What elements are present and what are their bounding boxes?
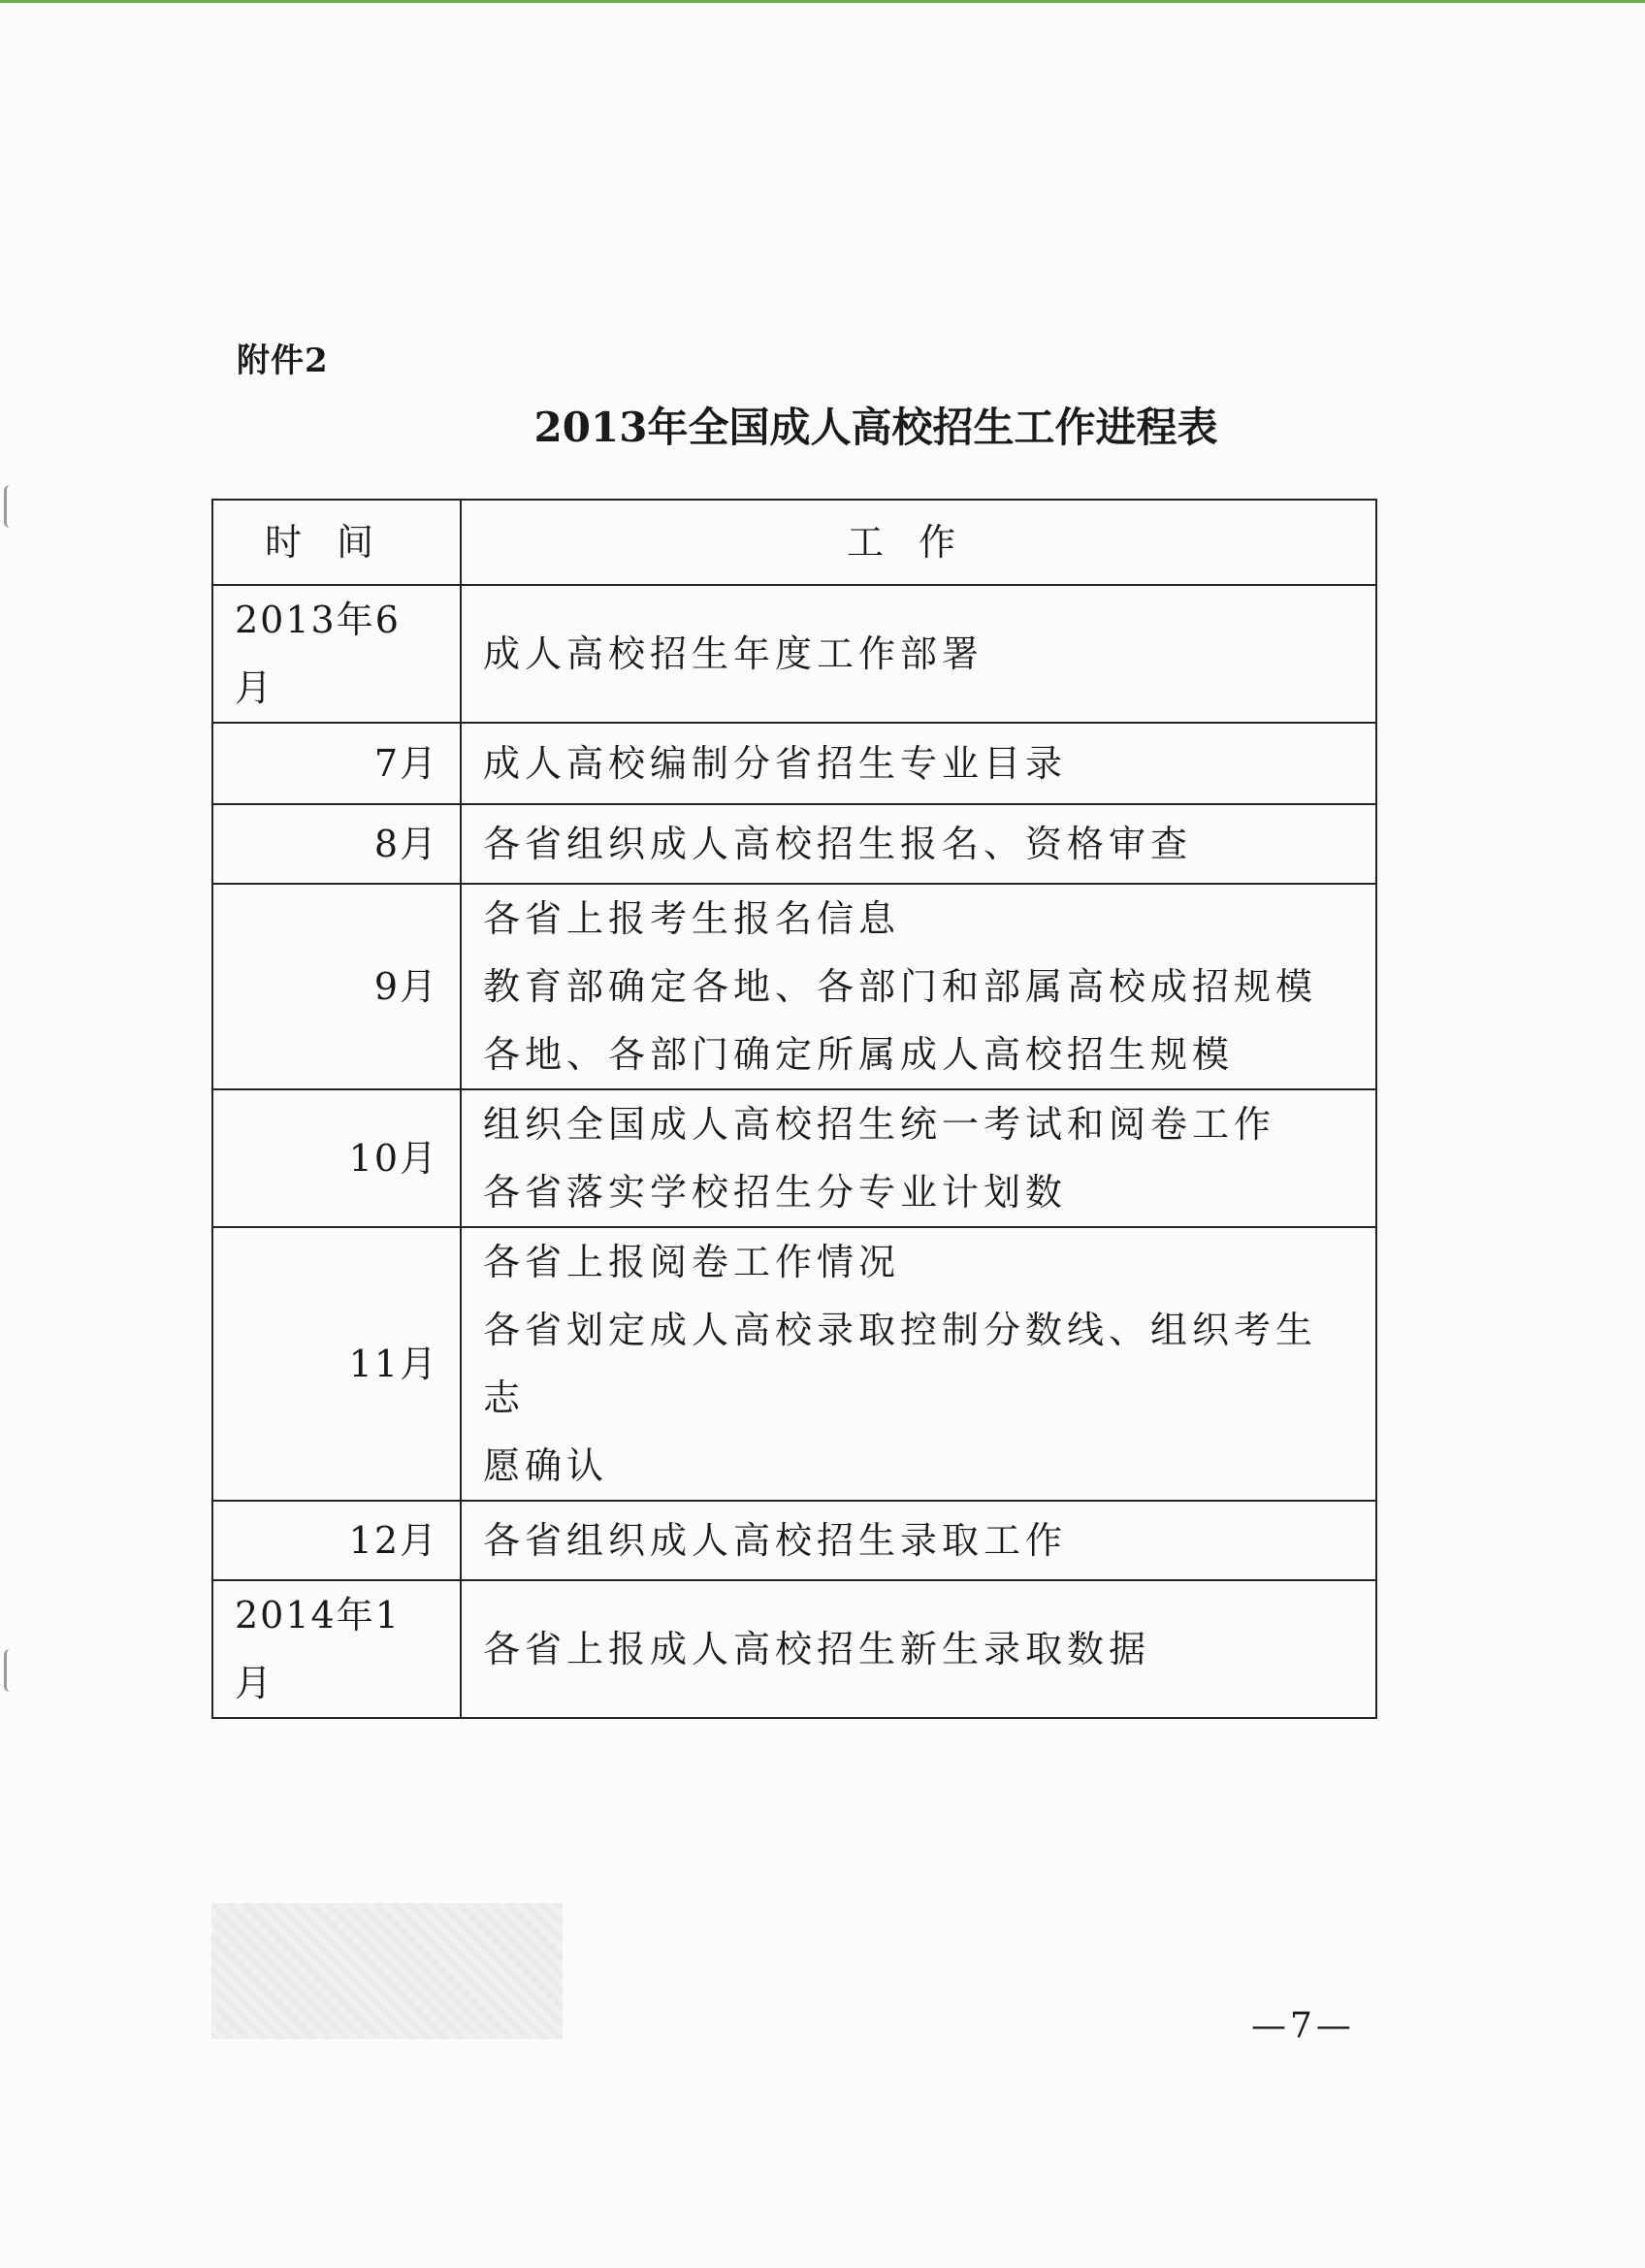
page-edge [0, 0, 1645, 3]
time-cell: 10月 [212, 1089, 461, 1227]
work-cell [461, 723, 1376, 804]
time-cell: 7月 [212, 723, 461, 804]
work-line: 愿确认 [483, 1444, 609, 1487]
work-line: 组织全国成人高校招生统一考试和阅卷工作 [483, 1103, 1276, 1146]
work-line: 成人高校编制分省招生专业目录 [483, 742, 1068, 785]
work-line: 各省落实学校招生分专业计划数 [483, 1171, 1068, 1214]
staple-mark [4, 485, 16, 528]
table-row [212, 884, 1376, 1089]
work-line: 教育部确定各地、各部门和部属高校成招规模 [483, 965, 1318, 1008]
work-cell [461, 1089, 1376, 1227]
time-cell: 8月 [212, 804, 461, 884]
time-cell: 9月 [212, 884, 461, 1089]
work-line: 各省组织成人高校招生报名、资格审查 [483, 823, 1193, 865]
time-cell: 2013年6月 [212, 585, 461, 723]
work-cell [461, 884, 1376, 1089]
schedule-table [211, 499, 1377, 1719]
work-line: 各省组织成人高校招生录取工作 [483, 1519, 1068, 1562]
schedule-body [212, 585, 1376, 1718]
table-row [212, 1501, 1376, 1580]
staple-mark [4, 1649, 16, 1692]
header-time: 时间 [212, 500, 461, 585]
work-line: 各省划定成人高校录取控制分数线、组织考生志 [483, 1309, 1318, 1419]
time-cell: 11月 [212, 1227, 461, 1501]
work-cell [461, 1501, 1376, 1580]
work-line: 各省上报成人高校招生新生录取数据 [483, 1628, 1151, 1670]
document-title: 2013年全国成人高校招生工作进程表 [533, 404, 1218, 451]
work-cell [461, 804, 1376, 884]
work-cell [461, 585, 1376, 723]
table-row [212, 1089, 1376, 1227]
table-row [212, 1580, 1376, 1718]
work-line: 各省上报考生报名信息 [483, 897, 901, 940]
table-row [212, 723, 1376, 804]
table-row [212, 1227, 1376, 1501]
page-number: —7— [1251, 2006, 1355, 2046]
table-row [212, 585, 1376, 723]
table-row [212, 804, 1376, 884]
time-cell: 2014年1月 [212, 1580, 461, 1718]
header-work: 工作 [461, 500, 1376, 585]
work-cell [461, 1227, 1376, 1501]
work-line: 各省上报阅卷工作情况 [483, 1241, 901, 1283]
work-line: 成人高校招生年度工作部署 [483, 632, 984, 675]
bleed-through-stamp [211, 1903, 563, 2039]
work-line: 各地、各部门确定所属成人高校招生规模 [483, 1033, 1235, 1076]
time-cell: 12月 [212, 1501, 461, 1580]
attachment-label: 附件2 [237, 341, 329, 380]
work-cell [461, 1580, 1376, 1718]
